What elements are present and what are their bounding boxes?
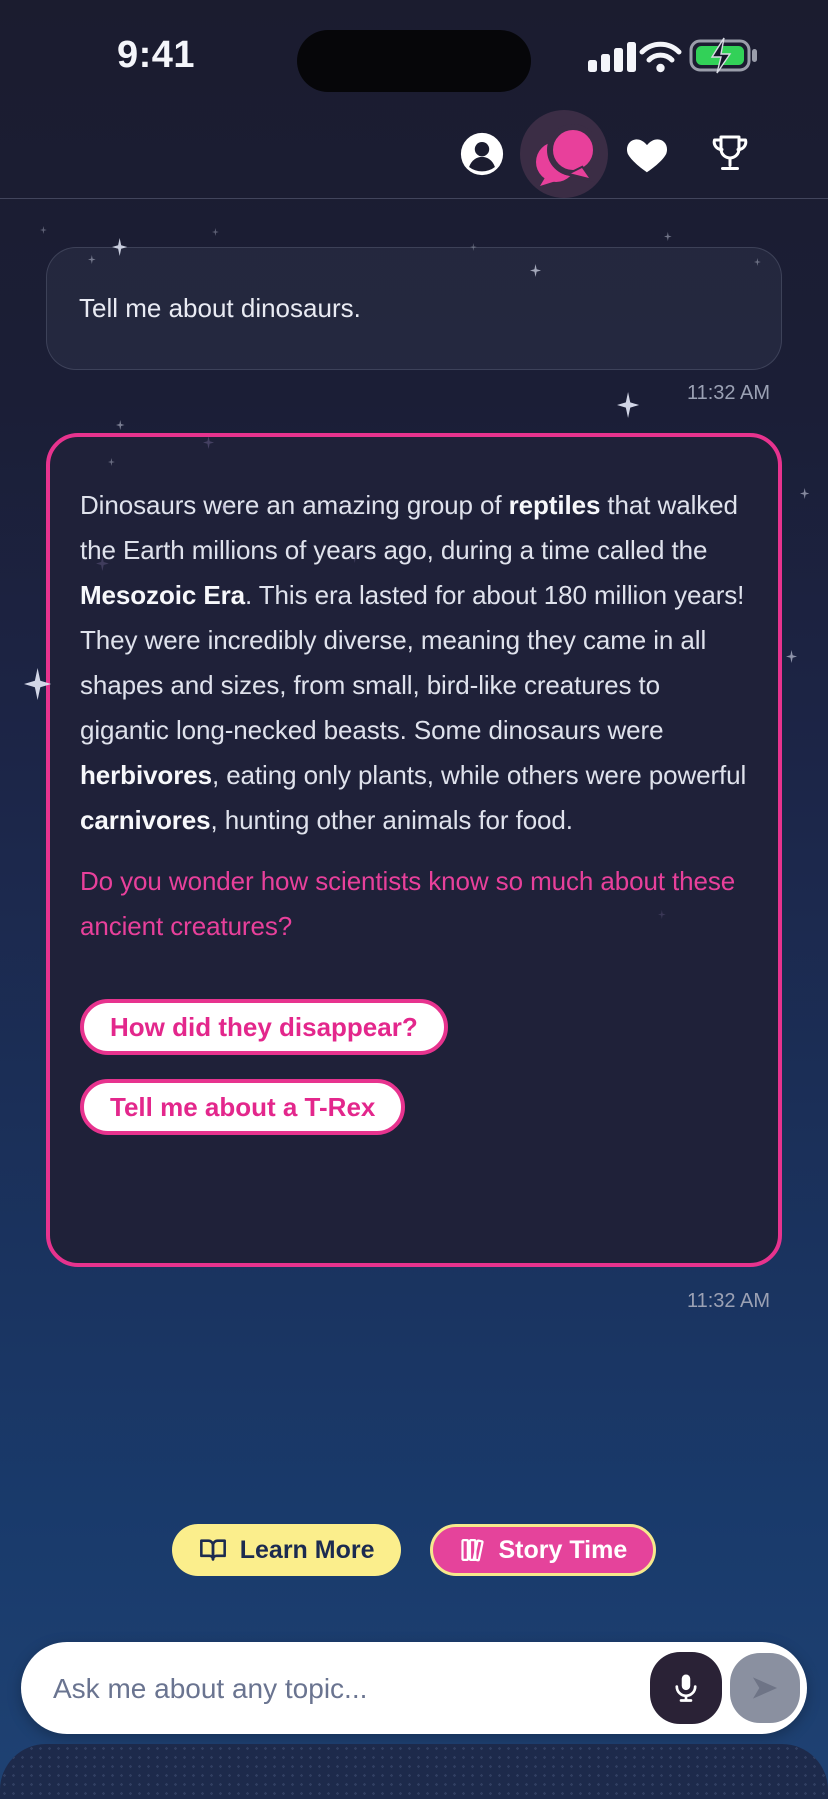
dynamic-island	[297, 30, 531, 92]
battery-charging-icon	[691, 38, 757, 73]
send-icon	[748, 1671, 782, 1705]
assistant-message-text: Dinosaurs were an amazing group of reptiles that walked the Earth millions of years ago, during a time called the Mesozoic Era. This era lasted for about 180 million years! They were incredibly diverse, meaning they came in all shapes and sizes, from small, bird-like creatures to gigantic long-necked beasts. Some dinosaurs were herbivores, eating only plants, while others were powerful carnivores, hunting other animals for food.	[80, 490, 747, 835]
header-separator	[0, 198, 828, 199]
learn-more-label: Learn More	[239, 1535, 375, 1564]
open-book-icon	[198, 1536, 228, 1564]
sparkle-decoration	[617, 392, 639, 418]
assistant-followup-question: Do you wonder how scientists know so much about these ancient creatures?	[80, 866, 736, 941]
favorites-button[interactable]	[624, 132, 670, 176]
status-time: 9:41	[116, 34, 196, 76]
suggestion-chip[interactable]: Tell me about a T-Rex	[80, 1079, 405, 1135]
sparkle-decoration	[212, 228, 219, 236]
user-message-text: Tell me about dinosaurs.	[79, 293, 361, 323]
trophy-icon	[714, 137, 746, 169]
suggestion-chips	[80, 999, 748, 1135]
learn-more-button[interactable]	[172, 1524, 401, 1576]
composer-bar	[21, 1642, 807, 1734]
sparkle-decoration	[40, 226, 47, 234]
sparkle-decoration	[664, 232, 672, 241]
user-message-timestamp: 11:32 AM	[686, 382, 770, 404]
microphone-icon	[669, 1671, 703, 1705]
person-icon	[461, 133, 503, 175]
assistant-message-timestamp: 11:32 AM	[686, 1290, 770, 1312]
chat-tab-button[interactable]	[520, 110, 608, 198]
story-time-button[interactable]	[430, 1524, 657, 1576]
sparkle-decoration	[786, 650, 797, 663]
wifi-dot	[656, 64, 664, 72]
suggestion-chip[interactable]: How did they disappear?	[80, 999, 448, 1055]
mic-button[interactable]	[650, 1652, 722, 1724]
sparkle-decoration	[116, 420, 125, 430]
quick-actions-row	[0, 1524, 828, 1576]
message-input[interactable]	[51, 1642, 635, 1736]
skyline-footer-decoration	[0, 1744, 828, 1799]
status-icons	[578, 34, 778, 78]
assistant-message-bubble	[46, 433, 782, 1267]
wifi-icon	[642, 44, 679, 60]
signal-icon	[588, 42, 636, 72]
achievements-button[interactable]	[706, 129, 754, 177]
sparkle-decoration	[800, 488, 809, 499]
send-button[interactable]	[730, 1653, 800, 1723]
user-message-bubble	[46, 247, 782, 370]
heart-icon	[627, 139, 667, 172]
story-time-label: Story Time	[498, 1535, 628, 1564]
books-icon	[459, 1536, 487, 1564]
profile-button[interactable]	[459, 131, 505, 177]
